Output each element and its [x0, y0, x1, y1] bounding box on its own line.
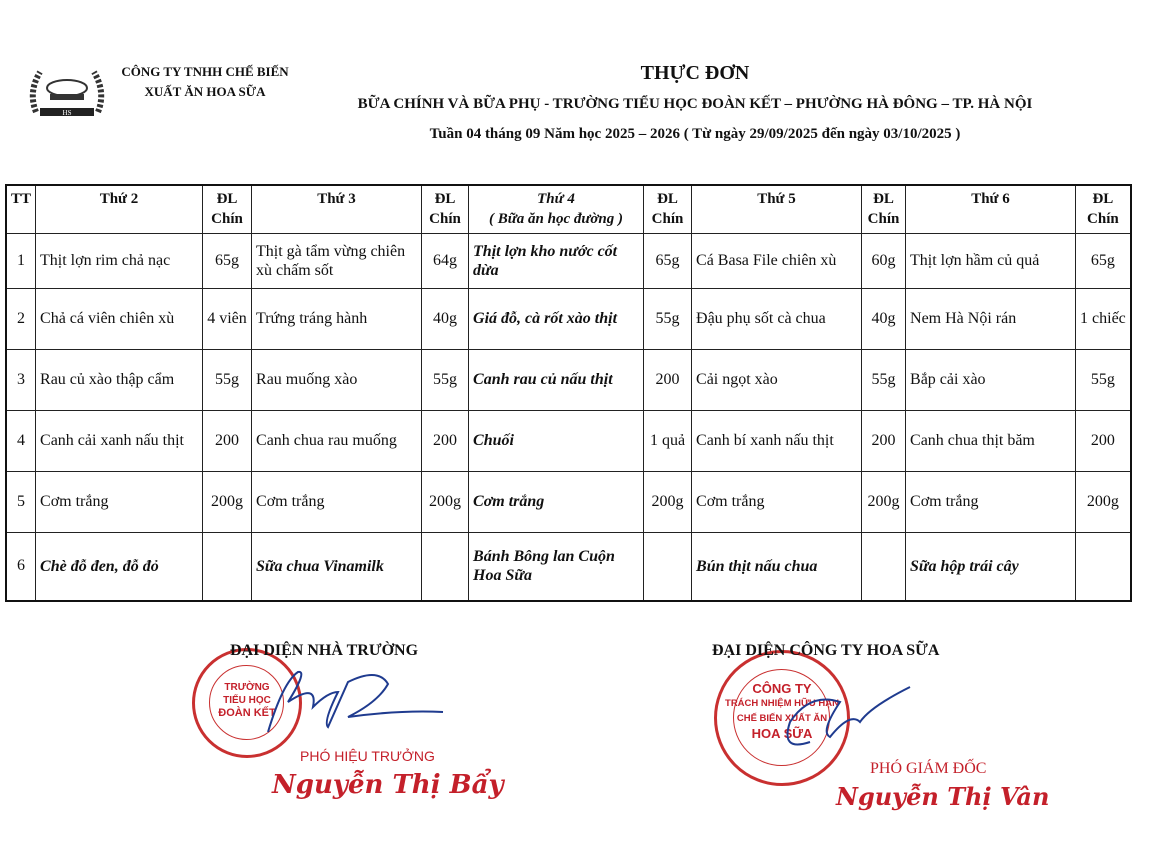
- portion-fri: 200g: [1076, 471, 1131, 532]
- portion-mon: 200: [203, 410, 252, 471]
- dish-thu: Cải ngọt xào: [692, 349, 862, 410]
- row-number: 4: [6, 410, 36, 471]
- company-name-line2: XUẤT ĂN HOA SỮA: [144, 84, 266, 99]
- dish-thu: Cơm trắng: [692, 471, 862, 532]
- portion-wed: 55g: [644, 288, 692, 349]
- school-signature: [228, 662, 448, 742]
- portion-thu: 55g: [862, 349, 906, 410]
- company-role: PHÓ GIÁM ĐỐC: [870, 760, 987, 777]
- portion-fri: 55g: [1076, 349, 1131, 410]
- portion-wed: 1 quả: [644, 410, 692, 471]
- header-fri: Thứ 6: [906, 185, 1076, 233]
- company-representative-title: ĐẠI DIỆN CÔNG TY HOA SỮA: [712, 642, 940, 659]
- portion-mon: 200g: [203, 471, 252, 532]
- dish-mon: Thịt lợn rim chả nạc: [36, 233, 203, 288]
- dish-fri: Nem Hà Nội rán: [906, 288, 1076, 349]
- portion-wed: 200g: [644, 471, 692, 532]
- dish-tue: Rau muống xào: [252, 349, 422, 410]
- dish-mon: Rau củ xào thập cẩm: [36, 349, 203, 410]
- dish-thu: Cá Basa File chiên xù: [692, 233, 862, 288]
- svg-text:HS: HS: [62, 109, 72, 117]
- header-mon: Thứ 2: [36, 185, 203, 233]
- dish-mon: Cơm trắng: [36, 471, 203, 532]
- portion-mon: 55g: [203, 349, 252, 410]
- company-name: [115, 62, 295, 102]
- dish-wed: Canh rau củ nấu thịt: [469, 349, 644, 410]
- portion-thu: 200g: [862, 471, 906, 532]
- table-row: [6, 471, 1131, 532]
- row-number: 2: [6, 288, 36, 349]
- portion-fri: 65g: [1076, 233, 1131, 288]
- dish-mon: Chả cá viên chiên xù: [36, 288, 203, 349]
- dish-fri: Cơm trắng: [906, 471, 1076, 532]
- dish-thu: Canh bí xanh nấu thịt: [692, 410, 862, 471]
- dish-fri: Thịt lợn hầm củ quả: [906, 233, 1076, 288]
- company-stamp: CÔNG TY TRÁCH NHIỆM HỮU HẠN CHẾ BIẾN XUẤT ĂN HOA SỮA: [714, 650, 850, 786]
- header-tt: TT: [6, 185, 36, 233]
- row-number: 6: [6, 532, 36, 601]
- portion-wed: 200: [644, 349, 692, 410]
- portion-thu: [862, 532, 906, 601]
- dish-wed: Giá đỗ, cà rốt xào thịt: [469, 288, 644, 349]
- school-stamp: TRƯỜNG TIỂU HỌC ĐOÀN KẾT: [192, 648, 302, 758]
- dish-tue: Trứng tráng hành: [252, 288, 422, 349]
- portion-mon: [203, 532, 252, 601]
- dish-wed: Chuối: [469, 410, 644, 471]
- dish-mon: Canh cải xanh nấu thịt: [36, 410, 203, 471]
- portion-tue: 200g: [422, 471, 469, 532]
- dish-mon: Chè đỗ đen, đỗ đỏ: [36, 532, 203, 601]
- header-dl: ĐL Chín: [422, 185, 469, 233]
- table-row: [6, 349, 1131, 410]
- dish-tue: Thịt gà tẩm vừng chiên xù chấm sốt: [252, 233, 422, 288]
- page-title: THỰC ĐƠN: [640, 62, 750, 84]
- week-range: Tuần 04 tháng 09 Năm học 2025 – 2026 ( Từ ngày 29/09/2025 đến ngày 03/10/2025 ): [429, 126, 961, 142]
- table-header-row: [6, 185, 1131, 233]
- dish-tue: Sữa chua Vinamilk: [252, 532, 422, 601]
- dish-tue: Cơm trắng: [252, 471, 422, 532]
- school-role: PHÓ HIỆU TRƯỞNG: [300, 748, 435, 764]
- header-dl: ĐL Chín: [644, 185, 692, 233]
- portion-wed: [644, 532, 692, 601]
- header-tue: Thứ 3: [252, 185, 422, 233]
- portion-tue: 55g: [422, 349, 469, 410]
- portion-thu: 60g: [862, 233, 906, 288]
- menu-table: [5, 184, 1132, 602]
- portion-mon: 65g: [203, 233, 252, 288]
- table-row: [6, 233, 1131, 288]
- dish-wed: Thịt lợn kho nước cốt dừa: [469, 233, 644, 288]
- header-dl: ĐL Chín: [862, 185, 906, 233]
- company-name-line1: CÔNG TY TNHH CHẾ BIẾN: [121, 64, 289, 79]
- dish-wed: Cơm trắng: [469, 471, 644, 532]
- school-signer-name: Nguyễn Thị Bẩy: [272, 770, 504, 800]
- header-dl: ĐL Chín: [203, 185, 252, 233]
- header-dl: ĐL Chín: [1076, 185, 1131, 233]
- portion-tue: 64g: [422, 233, 469, 288]
- company-signer-name: Nguyễn Thị Vân: [836, 782, 1050, 811]
- portion-tue: [422, 532, 469, 601]
- portion-thu: 40g: [862, 288, 906, 349]
- company-logo: [26, 62, 108, 120]
- dish-wed: Bánh Bông lan Cuộn Hoa Sữa: [469, 532, 644, 601]
- header-wed: Thứ 4 ( Bữa ăn học đường ): [469, 185, 644, 233]
- portion-fri: 200: [1076, 410, 1131, 471]
- portion-wed: 65g: [644, 233, 692, 288]
- table-row: [6, 410, 1131, 471]
- row-number: 3: [6, 349, 36, 410]
- row-number: 1: [6, 233, 36, 288]
- portion-thu: 200: [862, 410, 906, 471]
- portion-tue: 40g: [422, 288, 469, 349]
- dish-fri: Canh chua thịt băm: [906, 410, 1076, 471]
- row-number: 5: [6, 471, 36, 532]
- portion-fri: 1 chiếc: [1076, 288, 1131, 349]
- dish-thu: Bún thịt nấu chua: [692, 532, 862, 601]
- dish-tue: Canh chua rau muống: [252, 410, 422, 471]
- dish-fri: Sữa hộp trái cây: [906, 532, 1076, 601]
- company-signature: [770, 682, 920, 762]
- table-row: [6, 288, 1131, 349]
- school-representative-title: ĐẠI DIỆN NHÀ TRƯỜNG: [230, 642, 419, 659]
- portion-mon: 4 viên: [203, 288, 252, 349]
- page-subtitle: BỮA CHÍNH VÀ BỮA PHỤ - TRƯỜNG TIỂU HỌC ĐOÀN KẾT – PHƯỜNG HÀ ĐÔNG – TP. HÀ NỘI: [357, 96, 1033, 112]
- portion-tue: 200: [422, 410, 469, 471]
- header-thu: Thứ 5: [692, 185, 862, 233]
- portion-fri: [1076, 532, 1131, 601]
- table-row: [6, 532, 1131, 601]
- dish-thu: Đậu phụ sốt cà chua: [692, 288, 862, 349]
- dish-fri: Bắp cải xào: [906, 349, 1076, 410]
